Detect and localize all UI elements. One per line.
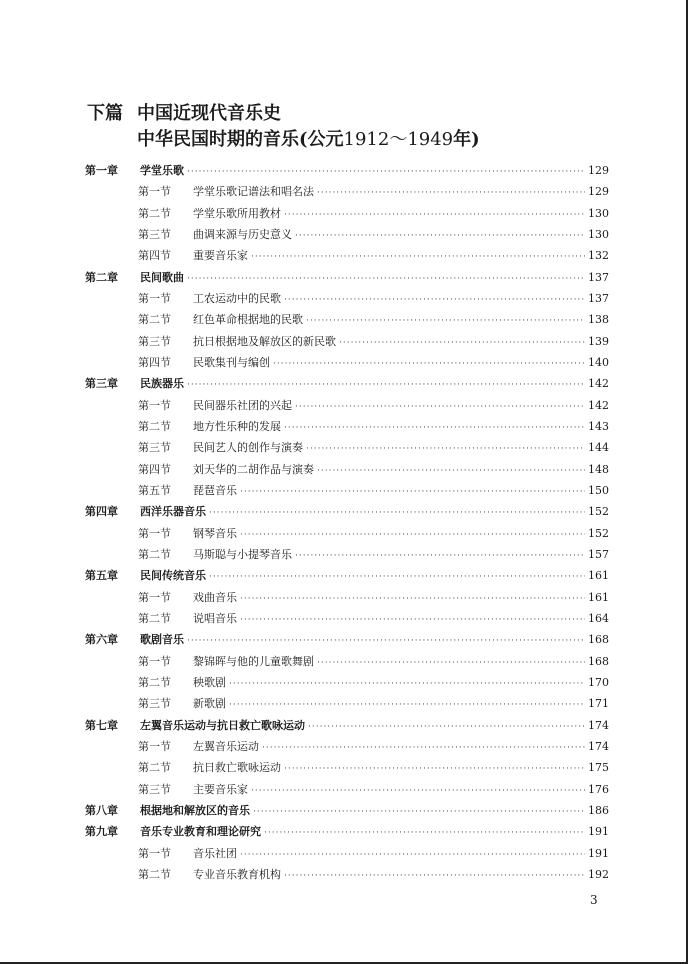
toc-entry-label <box>138 397 292 413</box>
toc-page-number: 152 <box>588 526 609 540</box>
leader-dots <box>209 572 585 582</box>
toc-entry-label <box>138 461 314 477</box>
toc-page-number: 168 <box>588 633 609 647</box>
toc-entry-label <box>138 610 237 626</box>
section-number: 第四节 <box>138 249 171 263</box>
leader-dots <box>187 636 585 646</box>
toc-page-number: 168 <box>588 654 609 668</box>
section-number: 第一节 <box>138 185 171 199</box>
toc-entry-label <box>85 162 184 178</box>
toc-page-number: 186 <box>588 803 609 817</box>
part-heading <box>87 101 480 153</box>
toc-page-number: 174 <box>588 718 609 732</box>
toc-chapter-entry[interactable] <box>85 717 609 738</box>
chapter-title: 音乐专业教育和理论研究 <box>140 825 261 839</box>
section-number: 第三节 <box>138 441 171 455</box>
toc-page-number: 152 <box>588 505 609 519</box>
chapter-number: 第二章 <box>85 270 118 284</box>
toc-page-number: 150 <box>588 483 609 497</box>
toc-section-entry[interactable] <box>85 525 609 546</box>
toc-entry-label <box>138 226 292 242</box>
toc-entry-label <box>85 631 184 647</box>
subtitle-prefix: 中华民国时期的音乐(公元 <box>137 129 344 150</box>
leader-dots <box>251 252 585 262</box>
toc-section-entry[interactable] <box>85 226 609 247</box>
leader-dots <box>284 764 585 774</box>
toc-page-number: 139 <box>588 334 609 348</box>
toc-page-number: 129 <box>588 164 609 177</box>
leader-dots <box>306 316 585 326</box>
toc-section-entry[interactable] <box>85 610 609 631</box>
leader-dots <box>240 850 585 860</box>
chapter-title: 民间传统音乐 <box>140 569 206 583</box>
toc-entry-label <box>138 738 259 754</box>
toc-page-number: 157 <box>588 547 609 561</box>
toc-entry-label <box>138 311 303 327</box>
chapter-title: 学堂乐歌 <box>140 164 184 177</box>
section-number: 第一节 <box>138 739 171 753</box>
leader-dots <box>240 487 585 497</box>
chapter-title: 左翼音乐运动与抗日救亡歌咏运动 <box>140 718 305 732</box>
chapter-title: 根据地和解放区的音乐 <box>140 803 250 817</box>
toc-entry-label <box>138 589 237 605</box>
leader-dots <box>295 551 585 561</box>
section-title: 工农运动中的民歌 <box>193 291 281 305</box>
toc-page-number: 170 <box>588 675 609 689</box>
toc-page-number: 143 <box>588 419 609 433</box>
section-title: 抗日根据地及解放区的新民歌 <box>193 334 336 348</box>
toc-section-entry[interactable] <box>85 461 609 482</box>
toc-page-number: 137 <box>588 270 609 284</box>
leader-dots <box>209 508 585 518</box>
leader-dots <box>284 871 585 881</box>
toc-entry-label <box>138 290 281 306</box>
leader-dots <box>317 188 585 198</box>
leader-dots <box>229 700 585 710</box>
section-title: 钢琴音乐 <box>193 526 237 540</box>
section-title: 主要音乐家 <box>193 782 248 796</box>
section-number: 第四节 <box>138 355 171 369</box>
toc-section-entry[interactable] <box>85 482 609 503</box>
toc-section-entry[interactable] <box>85 397 609 418</box>
toc-page-number: 142 <box>588 398 609 412</box>
chapter-title: 民族器乐 <box>140 377 184 391</box>
leader-dots <box>229 679 585 689</box>
toc-page-number: 130 <box>588 206 609 220</box>
leader-dots <box>187 167 585 177</box>
toc-page-number: 161 <box>588 590 609 604</box>
toc-chapter-entry[interactable] <box>85 503 609 524</box>
toc-page-number: 142 <box>588 377 609 391</box>
section-title: 秧歌剧 <box>193 675 226 689</box>
subtitle-suffix: 年) <box>453 129 480 150</box>
leader-dots <box>317 658 585 668</box>
chapter-number: 第一章 <box>85 164 118 177</box>
toc-page-number: 161 <box>588 569 609 583</box>
section-number: 第一节 <box>138 654 171 668</box>
section-title: 民歌集刊与编创 <box>193 355 270 369</box>
toc-chapter-entry[interactable] <box>85 631 609 652</box>
leader-dots <box>306 444 585 454</box>
toc-page-number: 144 <box>588 441 609 455</box>
part-title: 中国近现代音乐史 <box>137 103 281 124</box>
toc-section-entry[interactable] <box>85 205 609 226</box>
toc-section-entry[interactable] <box>85 866 609 887</box>
section-title: 红色革命根据地的民歌 <box>193 313 303 327</box>
chapter-number: 第三章 <box>85 377 118 391</box>
section-number: 第二节 <box>138 547 171 561</box>
toc-page-number: 129 <box>588 185 609 199</box>
toc-section-entry[interactable] <box>85 247 609 268</box>
toc-entry-label <box>85 503 206 519</box>
leader-dots <box>284 295 585 305</box>
toc-section-entry[interactable] <box>85 653 609 674</box>
toc-chapter-entry[interactable] <box>85 567 609 588</box>
toc-section-entry[interactable] <box>85 546 609 567</box>
period-subtitle <box>137 127 480 153</box>
section-title: 曲调来源与历史意义 <box>193 227 292 241</box>
toc-section-entry[interactable] <box>85 759 609 780</box>
toc-chapter-entry[interactable] <box>85 823 609 844</box>
leader-dots <box>317 466 585 476</box>
section-title: 专业音乐教育机构 <box>193 867 281 881</box>
toc-chapter-entry[interactable] <box>85 162 609 183</box>
section-title: 戏曲音乐 <box>193 590 237 604</box>
leader-dots <box>273 359 585 369</box>
toc-page-number: 137 <box>588 291 609 305</box>
section-title: 民间艺人的创作与演奏 <box>193 441 303 455</box>
section-number: 第一节 <box>138 398 171 412</box>
toc-page-number: 140 <box>588 355 609 369</box>
toc-page-number: 175 <box>588 761 609 775</box>
toc-entry-label <box>138 205 281 221</box>
section-number: 第一节 <box>138 590 171 604</box>
toc-section-entry[interactable] <box>85 695 609 716</box>
toc-section-entry[interactable] <box>85 290 609 311</box>
toc-section-entry[interactable] <box>85 418 609 439</box>
toc-entry-label <box>138 845 237 861</box>
leader-dots <box>240 530 585 540</box>
toc-page-number: 176 <box>588 782 609 796</box>
section-number: 第二节 <box>138 761 171 775</box>
section-number: 第二节 <box>138 611 171 625</box>
leader-dots <box>295 402 585 412</box>
section-title: 左翼音乐运动 <box>193 739 259 753</box>
leader-dots <box>187 380 585 390</box>
leader-dots <box>251 786 585 796</box>
section-title: 马斯聪与小提琴音乐 <box>193 547 292 561</box>
chapter-title: 民间歌曲 <box>140 270 184 284</box>
leader-dots <box>187 274 585 284</box>
toc-entry-label <box>138 653 314 669</box>
toc-section-entry[interactable] <box>85 845 609 866</box>
chapter-number: 第七章 <box>85 718 118 732</box>
toc-chapter-entry[interactable] <box>85 802 609 823</box>
toc-page-number: 192 <box>588 867 609 881</box>
section-number: 第二节 <box>138 206 171 220</box>
section-title: 黎锦晖与他的儿童歌舞剧 <box>193 654 314 668</box>
toc-entry-label <box>138 525 237 541</box>
section-number: 第五节 <box>138 483 171 497</box>
toc-entry-label <box>138 418 281 434</box>
table-of-contents <box>85 162 609 887</box>
toc-chapter-entry[interactable] <box>85 375 609 396</box>
section-title: 学堂乐歌所用教材 <box>193 206 281 220</box>
leader-dots <box>240 594 585 604</box>
toc-section-entry[interactable] <box>85 589 609 610</box>
toc-section-entry[interactable] <box>85 439 609 460</box>
section-number: 第三节 <box>138 227 171 241</box>
chapter-number: 第八章 <box>85 803 118 817</box>
toc-chapter-entry[interactable] <box>85 269 609 290</box>
chapter-title: 歌剧音乐 <box>140 633 184 647</box>
chapter-title: 西洋乐器音乐 <box>140 505 206 519</box>
toc-section-entry[interactable] <box>85 183 609 204</box>
section-title: 学堂乐歌记谱法和唱名法 <box>193 185 314 199</box>
subtitle-years: 1912～1949 <box>343 129 454 150</box>
section-title: 琵琶音乐 <box>193 483 237 497</box>
toc-page-number: 191 <box>588 825 609 839</box>
toc-entry-label <box>138 866 281 882</box>
toc-entry-label <box>138 247 248 263</box>
toc-page-number: 164 <box>588 611 609 625</box>
page-number: 3 <box>590 893 598 907</box>
toc-entry-label <box>85 802 250 818</box>
section-number: 第二节 <box>138 313 171 327</box>
toc-page-number: 174 <box>588 739 609 753</box>
toc-page-number: 132 <box>588 249 609 263</box>
toc-section-entry[interactable] <box>85 738 609 759</box>
leader-dots <box>262 743 585 753</box>
section-title: 重要音乐家 <box>193 249 248 263</box>
toc-page-number: 148 <box>588 462 609 476</box>
toc-entry-label <box>138 546 292 562</box>
leader-dots <box>284 210 585 220</box>
toc-entry-label <box>138 482 237 498</box>
section-title: 地方性乐种的发展 <box>193 419 281 433</box>
section-number: 第一节 <box>138 526 171 540</box>
section-title: 新歌剧 <box>193 697 226 711</box>
part-label: 下篇 <box>87 103 123 124</box>
toc-entry-label <box>138 781 248 797</box>
toc-entry-label <box>138 183 314 199</box>
section-number: 第二节 <box>138 675 171 689</box>
section-number: 第三节 <box>138 782 171 796</box>
toc-page-number: 138 <box>588 313 609 327</box>
toc-entry-label <box>138 354 270 370</box>
section-title: 民间器乐社团的兴起 <box>193 398 292 412</box>
toc-section-entry[interactable] <box>85 311 609 332</box>
toc-entry-label <box>138 674 226 690</box>
chapter-number: 第六章 <box>85 633 118 647</box>
section-title: 抗日救亡歌咏运动 <box>193 761 281 775</box>
section-title: 音乐社团 <box>193 846 237 860</box>
toc-entry-label <box>138 759 281 775</box>
toc-section-entry[interactable] <box>85 333 609 354</box>
toc-entry-label <box>85 269 184 285</box>
leader-dots <box>253 807 585 817</box>
toc-entry-label <box>85 717 305 733</box>
toc-section-entry[interactable] <box>85 781 609 802</box>
section-title: 说唱音乐 <box>193 611 237 625</box>
chapter-number: 第五章 <box>85 569 118 583</box>
leader-dots <box>240 615 585 625</box>
toc-entry-label <box>138 333 336 349</box>
toc-entry-label <box>138 439 303 455</box>
section-number: 第三节 <box>138 697 171 711</box>
section-number: 第四节 <box>138 462 171 476</box>
toc-page-number: 130 <box>588 227 609 241</box>
leader-dots <box>295 231 585 241</box>
chapter-number: 第四章 <box>85 505 118 519</box>
toc-entry-label <box>85 823 261 839</box>
section-number: 第三节 <box>138 334 171 348</box>
toc-entry-label <box>85 375 184 391</box>
toc-page-number: 171 <box>588 697 609 711</box>
section-title: 刘天华的二胡作品与演奏 <box>193 462 314 476</box>
section-number: 第二节 <box>138 419 171 433</box>
section-number: 第二节 <box>138 867 171 881</box>
toc-entry-label <box>138 695 226 711</box>
leader-dots <box>308 722 585 732</box>
section-number: 第一节 <box>138 846 171 860</box>
leader-dots <box>284 423 585 433</box>
leader-dots <box>339 338 585 348</box>
leader-dots <box>264 828 585 838</box>
toc-section-entry[interactable] <box>85 354 609 375</box>
toc-section-entry[interactable] <box>85 674 609 695</box>
chapter-number: 第九章 <box>85 825 118 839</box>
section-number: 第一节 <box>138 291 171 305</box>
toc-page-number: 191 <box>588 846 609 860</box>
toc-entry-label <box>85 567 206 583</box>
